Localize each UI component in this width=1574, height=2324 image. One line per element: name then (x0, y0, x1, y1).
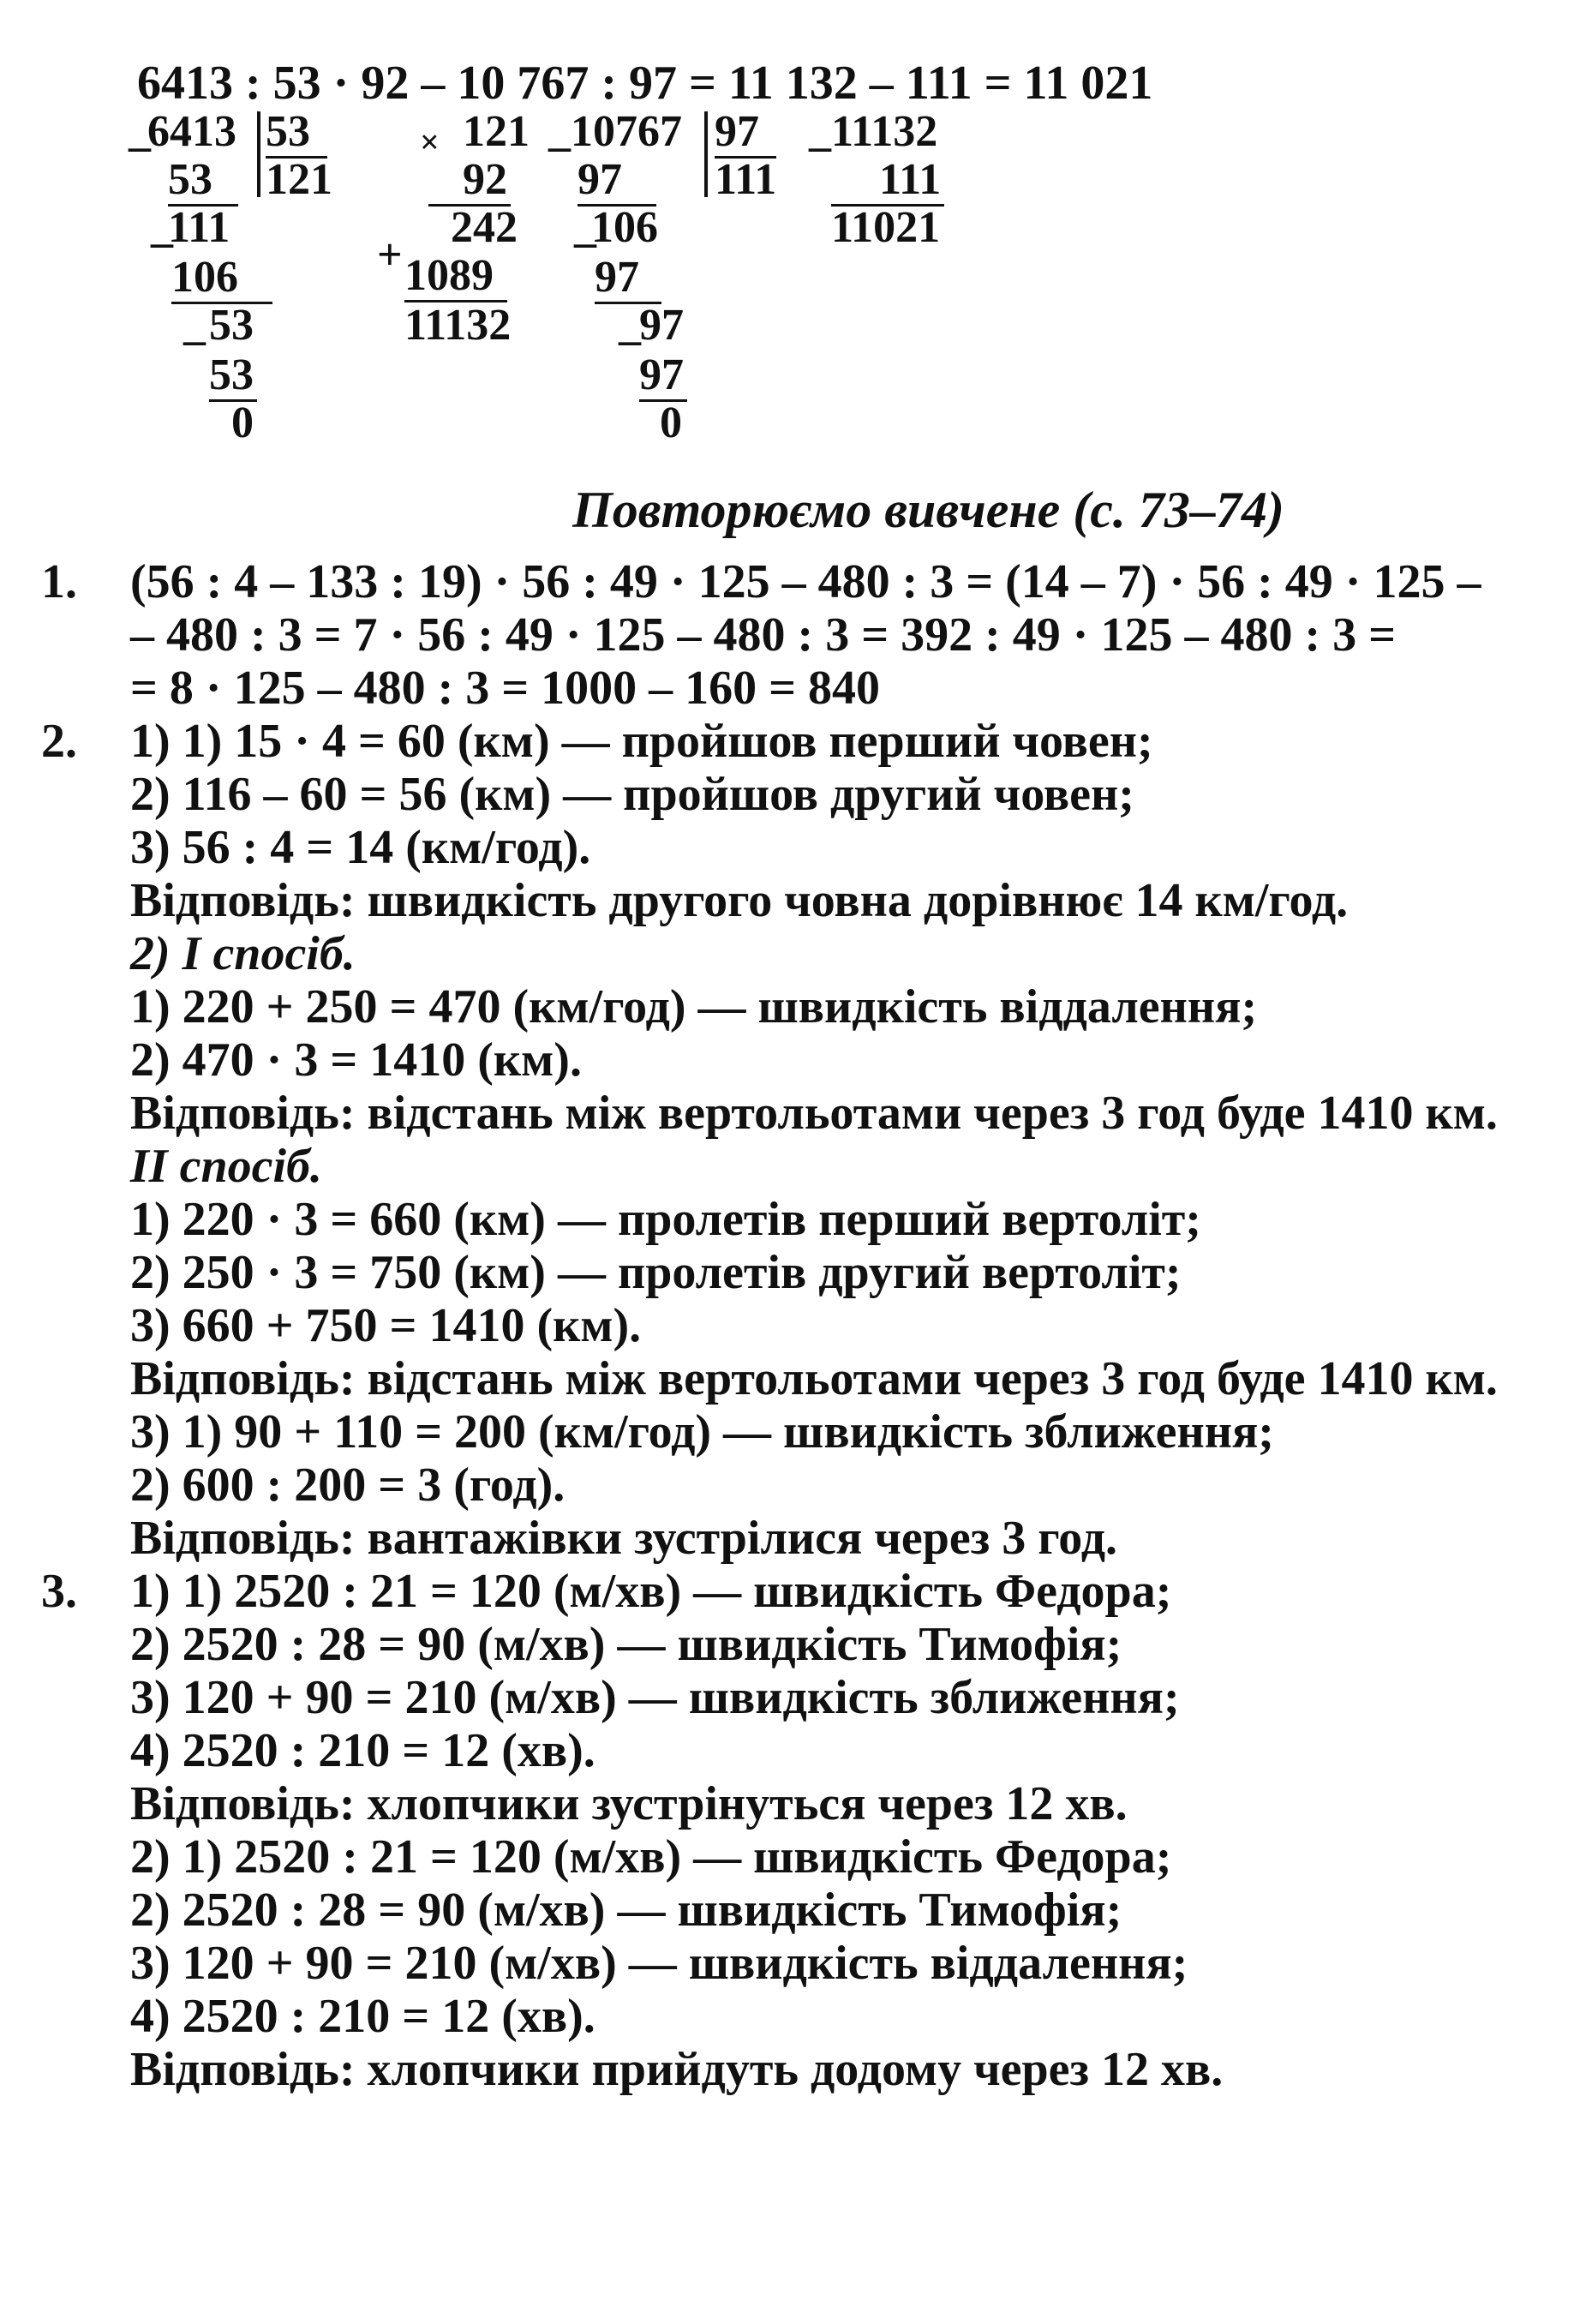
mult-partial-1: 242 (451, 203, 518, 252)
div2-remainder: 0 (660, 398, 682, 447)
task3-line: 2) 2520 : 28 = 90 (м/хв) — швидкість Тимофія; (130, 1884, 1122, 1937)
div1-remainder: 0 (231, 398, 254, 447)
minus-sign: _ (151, 203, 173, 252)
div1-divisor: 53 (266, 108, 327, 159)
minus-sign: _ (574, 203, 596, 252)
section-heading (0, 480, 1574, 540)
sub-minuend: 11132 (831, 107, 938, 156)
div2-step: 97 (578, 156, 656, 207)
task3-line: 4) 2520 : 210 = 12 (хв). (130, 1724, 595, 1777)
task2-method-label: II спосіб. (130, 1140, 322, 1193)
minus-sign: _ (809, 107, 831, 156)
plus-sign: + (377, 231, 403, 279)
task2-answer: Відповідь: вантажівки зустрілися через 3 год. (130, 1512, 1118, 1565)
div2-step: 97 (595, 254, 661, 304)
task-number: 2. (41, 715, 77, 768)
minus-sign: _ (548, 107, 571, 156)
div2-quotient: 111 (715, 155, 777, 204)
task3-line: 4) 2520 : 210 = 12 (хв). (130, 1990, 595, 2043)
task2-line: 3) 1) 90 + 110 = 200 (км/год) — швидкість зближення; (130, 1405, 1274, 1458)
div2-step: 106 (591, 203, 658, 252)
task2-answer: Відповідь: відстань між вертольотами через 3 год буде 1410 км. (130, 1087, 1498, 1140)
task3-line: 3) 120 + 90 = 210 (м/хв) — швидкість віддалення; (130, 1937, 1188, 1990)
task2-line: 3) 660 + 750 = 1410 (км). (130, 1299, 642, 1352)
div1-step: 53 (168, 156, 238, 207)
minus-sign: _ (619, 301, 641, 350)
task3-line: 2) 1) 2520 : 21 = 120 (м/хв) — швидкість Федора; (130, 1830, 1172, 1884)
task1-line: (56 : 4 – 133 : 19) · 56 : 49 · 125 – 480 : 3 = (14 – 7) · 56 : 49 · 125 – (130, 555, 1481, 608)
task3-line: 3) 120 + 90 = 210 (м/хв) — швидкість зближення; (130, 1671, 1180, 1724)
mult-partial-2: 1089 (404, 252, 507, 302)
div2-step: 97 (639, 301, 684, 350)
task2-answer: Відповідь: швидкість другого човна дорівнює 14 км/год. (130, 874, 1349, 927)
div1-step: 53 (209, 301, 254, 350)
times-sign: × (420, 123, 440, 161)
task2-line: 1) 220 + 250 = 470 (км/год) — швидкість віддалення; (130, 980, 1258, 1033)
task2-line: 1) 220 · 3 = 660 (км) — пролетів перший вертоліт; (130, 1193, 1201, 1246)
minus-sign: _ (129, 107, 151, 156)
task2-answer: Відповідь: відстань між вертольотами через 3 год буде 1410 км. (130, 1352, 1498, 1405)
task2-line: 3) 56 : 4 = 14 (км/год). (130, 821, 591, 874)
mult-factor-b: 92 (428, 156, 511, 207)
mult-result: 11132 (404, 301, 512, 350)
task3-line: 1) 1) 2520 : 21 = 120 (м/хв) — швидкість Федора; (130, 1565, 1172, 1618)
top-equation: 6413 : 53 · 92 – 10 767 : 97 = 11 132 – 111 = 11 021 (137, 57, 1153, 110)
task-number: 1. (41, 555, 77, 608)
div1-quotient: 121 (266, 155, 332, 204)
div1-dividend: 6413 (147, 107, 236, 156)
task1-line: – 480 : 3 = 7 · 56 : 49 · 125 – 480 : 3 = 392 : 49 · 125 – 480 : 3 = (130, 608, 1396, 662)
div1-step: 53 (209, 351, 257, 402)
task2-line: 2) 250 · 3 = 750 (км) — пролетів другий вертоліт; (130, 1246, 1182, 1299)
div2-step: 97 (639, 351, 687, 402)
task2-line: 1) 1) 15 · 4 = 60 (км) — пройшов перший човен; (130, 715, 1153, 768)
task2-line: 2) 600 : 200 = 3 (год). (130, 1458, 566, 1512)
task1-line: = 8 · 125 – 480 : 3 = 1000 – 160 = 840 (130, 662, 881, 715)
task2-method-label: 2) I спосіб. (130, 927, 356, 980)
div1-step: 106 (171, 254, 272, 304)
div1-bracket-vertical (257, 111, 260, 197)
div2-dividend: 10767 (571, 107, 682, 156)
section-heading-text: Повторюємо вивчене (с. 73–74) (572, 482, 1284, 538)
div2-divisor: 97 (715, 108, 776, 159)
task3-answer: Відповідь: хлопчики зустрінуться через 12 хв. (130, 1777, 1128, 1830)
sub-subtrahend: 111 (831, 156, 944, 207)
minus-sign: _ (183, 301, 206, 350)
task3-answer: Відповідь: хлопчики прийдуть додому через 12 хв. (130, 2043, 1224, 2096)
task3-line: 2) 2520 : 28 = 90 (м/хв) — швидкість Тимофія; (130, 1618, 1122, 1671)
task2-line: 2) 116 – 60 = 56 (км) — пройшов другий човен; (130, 768, 1134, 821)
div2-bracket-vertical (704, 111, 708, 197)
task2-line: 2) 470 · 3 = 1410 (км). (130, 1033, 582, 1087)
task-number: 3. (41, 1565, 77, 1618)
mult-factor-a: 121 (463, 107, 530, 156)
sub-result: 11021 (831, 203, 941, 252)
div1-step: 111 (168, 203, 230, 252)
